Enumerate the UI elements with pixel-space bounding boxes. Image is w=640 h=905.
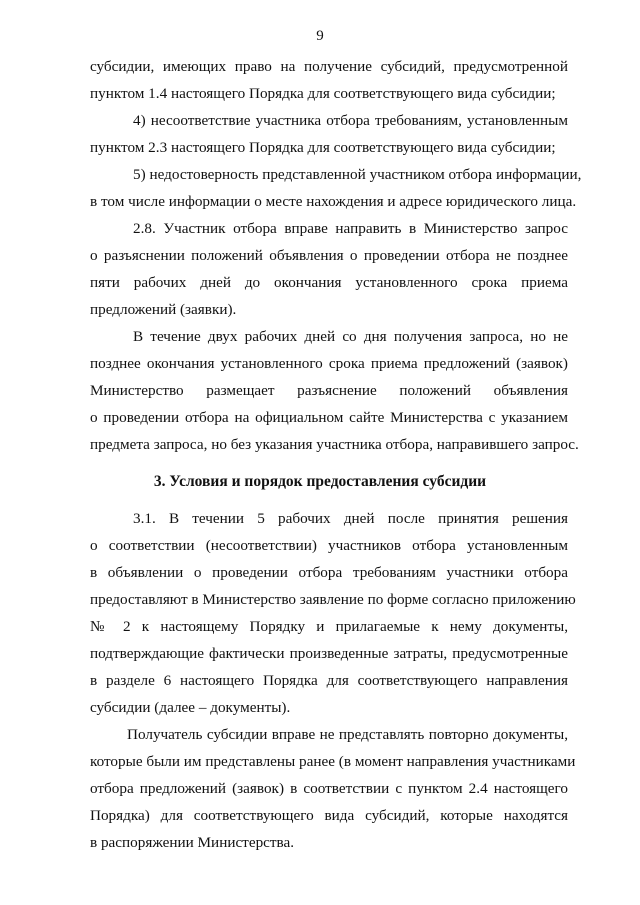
text-line: в разделе 6 настоящего Порядка для соответствующего направления <box>90 672 568 689</box>
text-line: в распоряжении Министерства. <box>90 834 295 851</box>
text-line: о соответствии (несоответствии) участников отбора установленным <box>90 537 568 554</box>
text-line: предоставляют в Министерство заявление по форме согласно приложению <box>90 591 576 608</box>
section-heading: 3. Условия и порядок предоставления субсидии <box>153 473 487 490</box>
text-line: 3.1. В течении 5 рабочих дней после принятия решения <box>133 510 568 527</box>
text-line: В течение двух рабочих дней со дня получения запроса, но не <box>133 328 568 345</box>
page-number: 9 <box>316 28 324 44</box>
text-line: пяти рабочих дней до окончания установленного срока приема <box>90 274 568 291</box>
text-line: отбора предложений (заявок) в соответствии с пунктом 2.4 настоящего <box>90 780 568 797</box>
text-line: субсидии, имеющих право на получение субсидий, предусмотренной <box>90 58 568 75</box>
text-line: подтверждающие фактически произведенные затраты, предусмотренные <box>90 645 568 662</box>
text-line: о проведении отбора на официальном сайте Министерства с указанием <box>90 409 568 426</box>
text-line: пунктом 2.3 настоящего Порядка для соответствующего вида субсидии; <box>90 139 556 156</box>
text-line: Министерство размещает разъяснение положений объявления <box>90 382 568 399</box>
text-line: 4) несоответствие участника отбора требованиям, установленным <box>133 112 568 129</box>
text-line: в том числе информации о месте нахождения и адресе юридического лица. <box>90 193 577 210</box>
text-line: о разъяснении положений объявления о проведении отбора не позднее <box>90 247 568 264</box>
text-line: № 2 к настоящему Порядку и прилагаемые к нему документы, <box>90 618 568 635</box>
text-line: позднее окончания установленного срока приема предложений (заявок) <box>90 355 568 372</box>
text-line: в объявлении о проведении отбора требованиям участники отбора <box>90 564 568 581</box>
text-line: Порядка) для соответствующего вида субсидий, которые находятся <box>90 807 568 824</box>
text-line: 2.8. Участник отбора вправе направить в Министерство запрос <box>133 220 568 237</box>
text-line: предмета запроса, но без указания участника отбора, направившего запрос. <box>90 436 579 453</box>
text-line: Получатель субсидии вправе не представлять повторно документы, <box>127 726 568 743</box>
text-line: которые были им представлены ранее (в момент направления участниками <box>90 753 576 770</box>
text-line: предложений (заявки). <box>90 301 237 318</box>
text-line: пунктом 1.4 настоящего Порядка для соответствующего вида субсидии; <box>90 85 556 102</box>
text-line: 5) недостоверность представленной участником отбора информации, <box>133 166 582 183</box>
text-line: субсидии (далее – документы). <box>90 699 291 716</box>
